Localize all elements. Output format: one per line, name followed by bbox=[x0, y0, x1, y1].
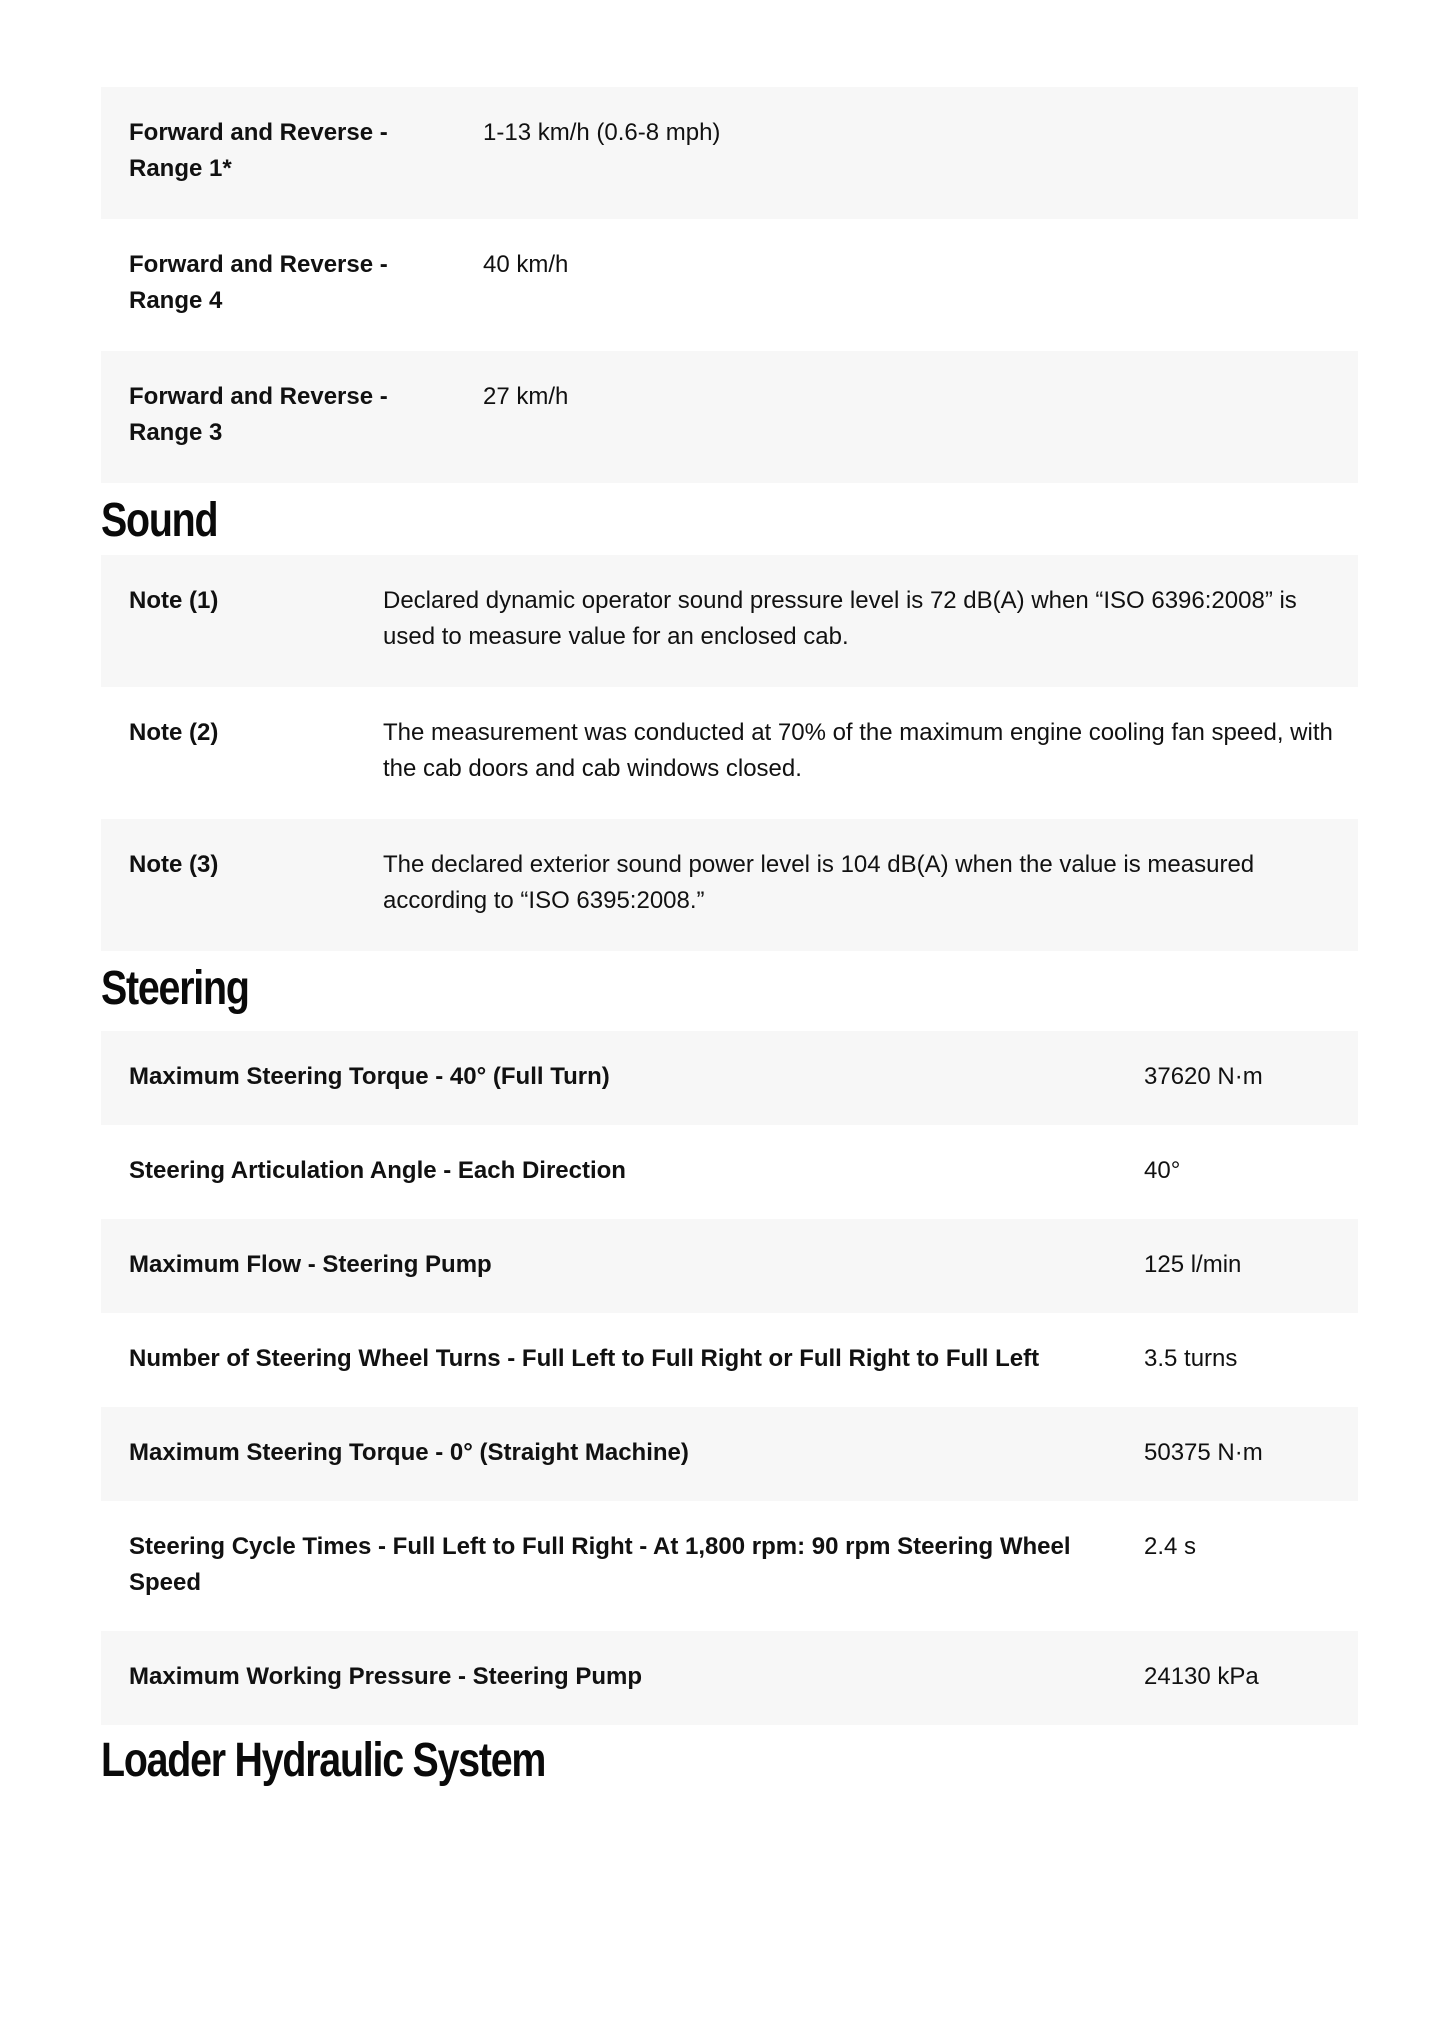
travel-speed-table bbox=[101, 87, 1358, 483]
spec-value: The declared exterior sound power level is 104 dB(A) when the value is measured according to “ISO 6395:2008.” bbox=[383, 819, 1358, 951]
spec-label: Forward and Reverse - Range 3 bbox=[101, 351, 483, 483]
section-heading-steering: Steering bbox=[101, 962, 249, 1015]
spec-page bbox=[101, 87, 1358, 1789]
spec-label: Maximum Flow - Steering Pump bbox=[101, 1219, 1144, 1313]
spec-value: Declared dynamic operator sound pressure level is 72 dB(A) when “ISO 6396:2008” is used to measure value for an enclosed cab. bbox=[383, 555, 1358, 687]
spec-value: 3.5 turns bbox=[1144, 1313, 1358, 1407]
table-row bbox=[101, 87, 1358, 219]
steering-table bbox=[101, 1031, 1358, 1725]
section-heading-sound: Sound bbox=[101, 494, 218, 547]
section-heading-loader-hydraulic-system: Loader Hydraulic System bbox=[101, 1734, 546, 1787]
spec-label: Note (3) bbox=[101, 819, 383, 951]
sound-table bbox=[101, 555, 1358, 951]
spec-value: 40 km/h bbox=[483, 219, 1358, 351]
spec-value: 2.4 s bbox=[1144, 1501, 1358, 1631]
spec-value: 37620 N·m bbox=[1144, 1031, 1358, 1125]
spec-value: The measurement was conducted at 70% of the maximum engine cooling fan speed, with the cab doors and cab windows closed. bbox=[383, 687, 1358, 819]
table-row bbox=[101, 687, 1358, 819]
spec-label: Forward and Reverse - Range 1* bbox=[101, 87, 483, 219]
spec-label: Forward and Reverse - Range 4 bbox=[101, 219, 483, 351]
spec-value: 40° bbox=[1144, 1125, 1358, 1219]
spec-value: 50375 N·m bbox=[1144, 1407, 1358, 1501]
spec-label: Number of Steering Wheel Turns - Full Left to Full Right or Full Right to Full Left bbox=[101, 1313, 1144, 1407]
table-row bbox=[101, 1313, 1358, 1407]
table-row bbox=[101, 351, 1358, 483]
spec-value: 125 l/min bbox=[1144, 1219, 1358, 1313]
spec-label: Steering Cycle Times - Full Left to Full Right - At 1,800 rpm: 90 rpm Steering Wheel Speed bbox=[101, 1501, 1144, 1631]
table-row bbox=[101, 1407, 1358, 1501]
spec-label: Maximum Steering Torque - 40° (Full Turn) bbox=[101, 1031, 1144, 1125]
spec-label: Note (1) bbox=[101, 555, 383, 687]
spec-label: Maximum Working Pressure - Steering Pump bbox=[101, 1631, 1144, 1725]
spec-label: Note (2) bbox=[101, 687, 383, 819]
table-row bbox=[101, 1501, 1358, 1631]
table-row bbox=[101, 1219, 1358, 1313]
spec-label: Maximum Steering Torque - 0° (Straight Machine) bbox=[101, 1407, 1144, 1501]
table-row bbox=[101, 1031, 1358, 1125]
table-row bbox=[101, 555, 1358, 687]
spec-label: Steering Articulation Angle - Each Direction bbox=[101, 1125, 1144, 1219]
spec-value: 27 km/h bbox=[483, 351, 1358, 483]
table-row bbox=[101, 1631, 1358, 1725]
table-row bbox=[101, 819, 1358, 951]
spec-value: 24130 kPa bbox=[1144, 1631, 1358, 1725]
spec-value: 1-13 km/h (0.6-8 mph) bbox=[483, 87, 1358, 219]
table-row bbox=[101, 219, 1358, 351]
table-row bbox=[101, 1125, 1358, 1219]
